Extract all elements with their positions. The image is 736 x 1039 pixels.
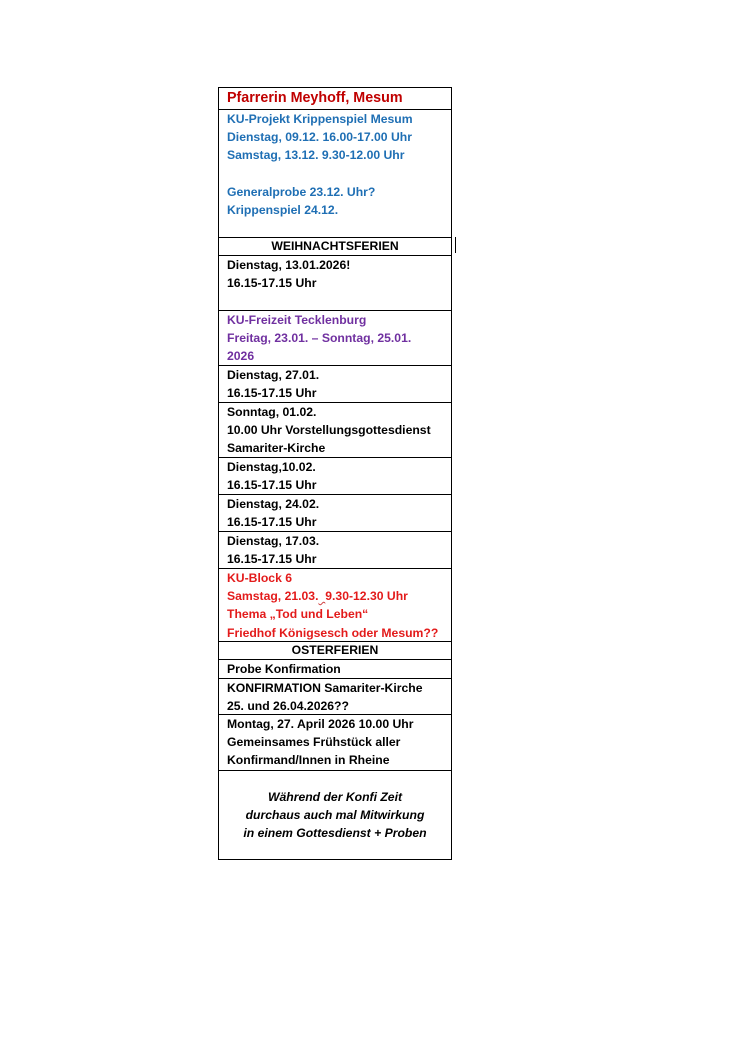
text-cursor <box>455 237 456 253</box>
entry-line: Montag, 27. April 2026 10.00 Uhr <box>227 717 414 731</box>
block6-topic: Thema „Tod und Leben“ <box>227 607 369 622</box>
entry-line: 25. und 26.04.2026?? <box>227 699 349 714</box>
entry-line: 10.00 Uhr Vorstellungsgottesdienst <box>227 423 431 438</box>
weihnachtsferien-row <box>219 237 451 255</box>
entry-line: Dienstag,10.02. <box>227 460 316 474</box>
entry-line: Probe Konfirmation <box>227 662 341 676</box>
entry-line: Gemeinsames Frühstück aller <box>227 735 401 750</box>
page-title: Pfarrerin Meyhoff, Mesum <box>227 90 403 106</box>
entry-row <box>219 457 451 494</box>
project-row <box>219 109 451 237</box>
note-line: in einem Gottesdienst + Proben <box>243 826 427 841</box>
entry-row <box>219 531 451 568</box>
konfirmation-row <box>219 678 451 714</box>
entry-line: Sonntag, 01.02. <box>227 405 317 419</box>
entry-line: Dienstag, 13.01.2026! <box>227 258 351 272</box>
entry-line: 16.15-17.15 Uhr <box>227 515 317 530</box>
freizeit-row <box>219 310 451 365</box>
entry-row <box>219 494 451 531</box>
project-spacer <box>227 165 451 183</box>
entry-line: Dienstag, 17.03. <box>227 534 320 548</box>
entry-line: 16.15-17.15 Uhr <box>227 276 317 291</box>
project-date-1: Dienstag, 09.12. 16.00-17.00 Uhr <box>227 130 412 145</box>
note-line: durchaus auch mal Mitwirkung <box>245 808 425 823</box>
block6-time: 9.30-12.30 Uhr <box>325 589 408 604</box>
entry-line: Dienstag, 24.02. <box>227 497 320 511</box>
project-date-2: Samstag, 13.12. 9.30-12.00 Uhr <box>227 148 405 163</box>
header-row <box>219 88 451 109</box>
freizeit-dates: Freitag, 23.01. – Sonntag, 25.01. <box>227 331 412 346</box>
entry-row <box>219 255 451 310</box>
weihnachtsferien-label: WEIHNACHTSFERIEN <box>271 239 399 253</box>
entry-row <box>219 365 451 402</box>
block6-day: Samstag, 21.03. <box>227 589 319 604</box>
block6-row <box>219 568 451 641</box>
entry-line: Konfirmand/Innen in Rheine <box>227 753 390 768</box>
osterferien-row <box>219 641 451 659</box>
entry-row <box>219 659 451 678</box>
entry-line: Samariter-Kirche <box>227 441 326 456</box>
entry-line: 16.15-17.15 Uhr <box>227 478 317 493</box>
project-title: KU-Projekt Krippenspiel Mesum <box>227 112 413 126</box>
entry-line: Dienstag, 27.01. <box>227 368 320 382</box>
project-generalprobe: Generalprobe 23.12. Uhr? <box>227 184 376 199</box>
freizeit-year: 2026 <box>227 349 255 364</box>
fruehstueck-row <box>219 714 451 770</box>
entry-line: 16.15-17.15 Uhr <box>227 552 317 567</box>
block6-date <box>227 587 451 605</box>
entry-row <box>219 402 451 457</box>
note-row <box>219 770 451 859</box>
schedule-table <box>218 87 452 860</box>
freizeit-title: KU-Freizeit Tecklenburg <box>227 313 367 327</box>
entry-line: KONFIRMATION Samariter-Kirche <box>227 681 423 695</box>
block6-location: Friedhof Königsesch oder Mesum?? <box>227 625 439 640</box>
note-line: Während der Konfi Zeit <box>267 790 403 804</box>
project-krippenspiel: Krippenspiel 24.12. <box>227 203 339 217</box>
block6-title: KU-Block 6 <box>227 571 293 585</box>
entry-line: 16.15-17.15 Uhr <box>227 386 317 401</box>
osterferien-label: OSTERFERIEN <box>291 643 379 657</box>
